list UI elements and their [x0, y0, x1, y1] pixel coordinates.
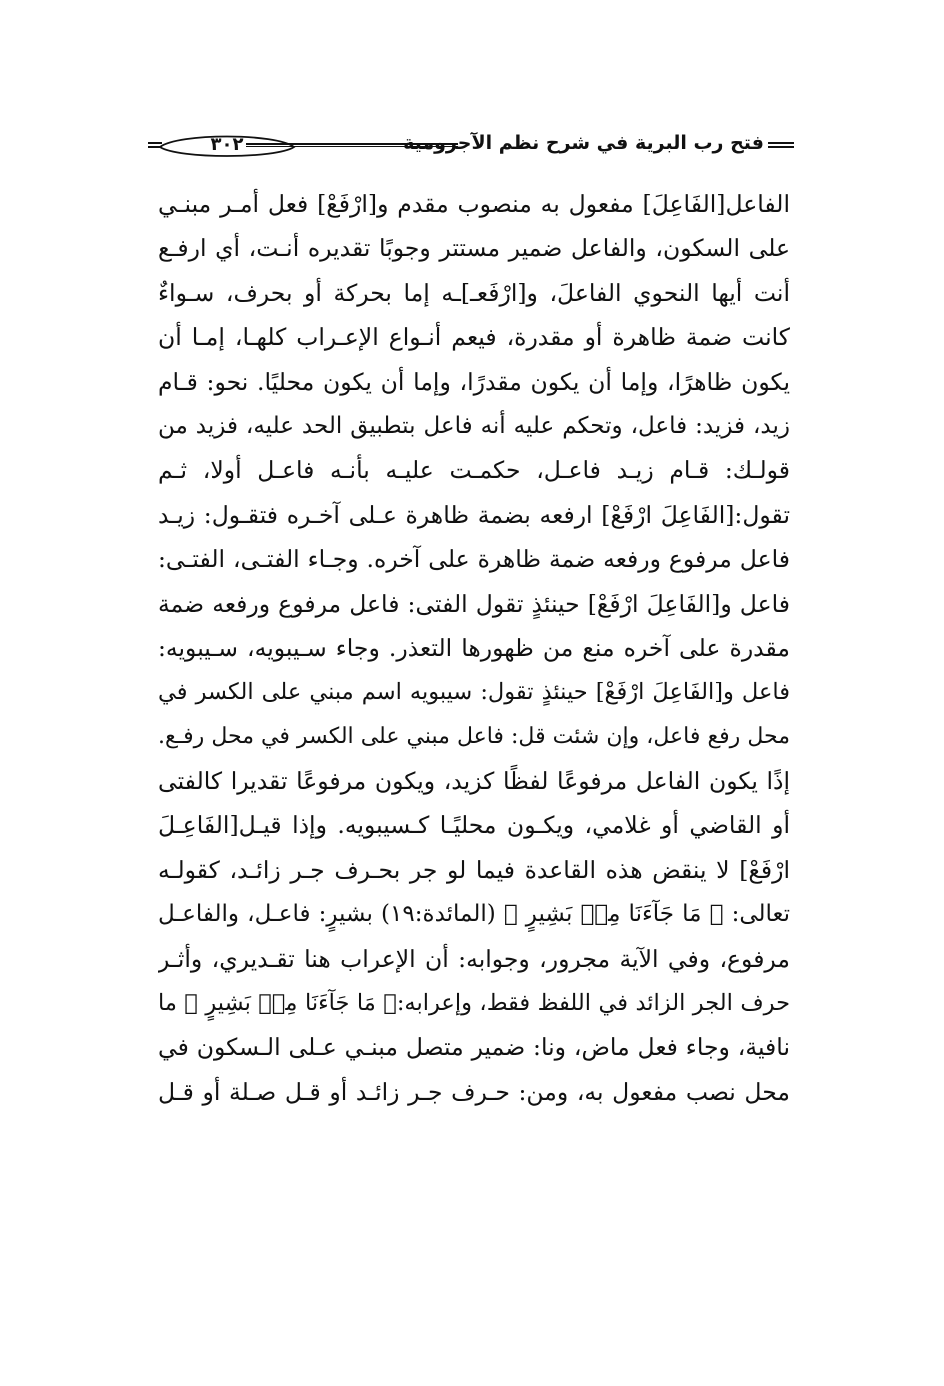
text-line: على السكون، والفاعل ضمير مستتر وجوبًا تقديره أنـت، أي ارفـع: [158, 234, 790, 263]
text-line: تقول:[الفَاعِلَ ارْفَعْ] ارفعه بضمة ظاهرة عـلى آخـره فتقـول: زيـد: [158, 500, 790, 529]
text-line: مرفوع، وفي الآية مجرور، وجوابه: أن الإعراب هنا تقـديري، وأثـر: [158, 944, 790, 973]
running-header: [148, 126, 794, 170]
text-line: يكون ظاهرًا، وإما أن يكون مقدرًا، وإما أن يكون محليًا. نحو: قـام: [158, 367, 790, 396]
page-number: ٣٠٢: [210, 134, 244, 155]
text-line: زيد، فزيد: فاعل، وتحكم عليه أنه فاعل بتطبيق الحد عليه، فزيد من: [158, 412, 790, 439]
text-line: فاعل و[الفَاعِلَ ارْفَعْ] حينئذٍ تقول الفتى: فاعل مرفوع ورفعه ضمة: [158, 589, 790, 618]
main-text: [158, 182, 790, 1114]
text-line: فاعل و[الفَاعِلَ ارْفَعْ] حينئذٍ تقول: سيبويه اسم مبني على الكسر في: [158, 679, 790, 706]
text-line: محل نصب مفعول به، ومن: حـرف جـر زائـد أو قـل صـلة أو قـل: [158, 1077, 790, 1106]
book-title: فتح رب البرية في شرح نظم الآجرومية: [403, 132, 764, 154]
text-line: إذًا يكون الفاعل مرفوعًا لفظًا كزيد، ويكون مرفوعًا تقديرا كالفتى: [158, 767, 790, 796]
header-ornament-left: [148, 142, 162, 148]
header-ornament-right: [768, 142, 794, 148]
text-line: كانت ضمة ظاهرة أو مقدرة، فيعم أنـواع الإعـراب كلهـا، إمـا أن: [158, 323, 790, 352]
text-line: ارْفَعْ] لا ينقض هذه القاعدة فيما لو جر بحـرف جـر زائـد، كقولـه: [158, 855, 790, 884]
text-line: نافية، وجاء فعل ماض، ونا: ضمير متصل مبنـي عـلى الـسكون في: [158, 1033, 790, 1062]
page-number-frame: [158, 130, 296, 160]
text-line: تعالى: ﴿ مَا جَآءَنَا مِنۢ بَشِيرٍ ﴾ (المائدة:١٩) بشيرٍ: فاعـل، والفاعـل: [158, 901, 790, 928]
text-line: أو القاضي أو غلامي، ويكـون محليًـا كـسيبويه. وإذا قيـل[الفَاعِـلَ: [158, 811, 790, 840]
text-line: الفاعل[الفَاعِلَ] مفعول به منصوب مقدم و[ارْفَعْ] فعل أمـر مبنـي: [158, 190, 790, 218]
text-line: فاعل مرفوع ورفعه ضمة ظاهرة على آخره. وجـاء الفتـى، الفتـى:: [158, 545, 790, 574]
text-line: قولـك: قـام زيـد فاعـل، حكمـت عليـه بأنـه فاعـل أولا، ثـم: [158, 456, 790, 485]
text-line: أنت أيها النحوي الفاعلَ، و[ارْفَعـ]ـه إما بحركة أو بحرف، سـواءٌ: [158, 278, 790, 307]
text-line: حرف الجر الزائد في اللفظ فقط، وإعرابه:﴿ مَا جَآءَنَا مِنۢ بَشِيرٍ ﴾ ما: [158, 990, 790, 1017]
text-line: مقدرة على آخره منع من ظهورها التعذر. وجاء سـيبويه، سـيبويه:: [158, 633, 790, 662]
text-line: محل رفع فاعل، وإن شئت قل: فاعل مبني على الكسر في محل رفـع.: [158, 723, 790, 749]
